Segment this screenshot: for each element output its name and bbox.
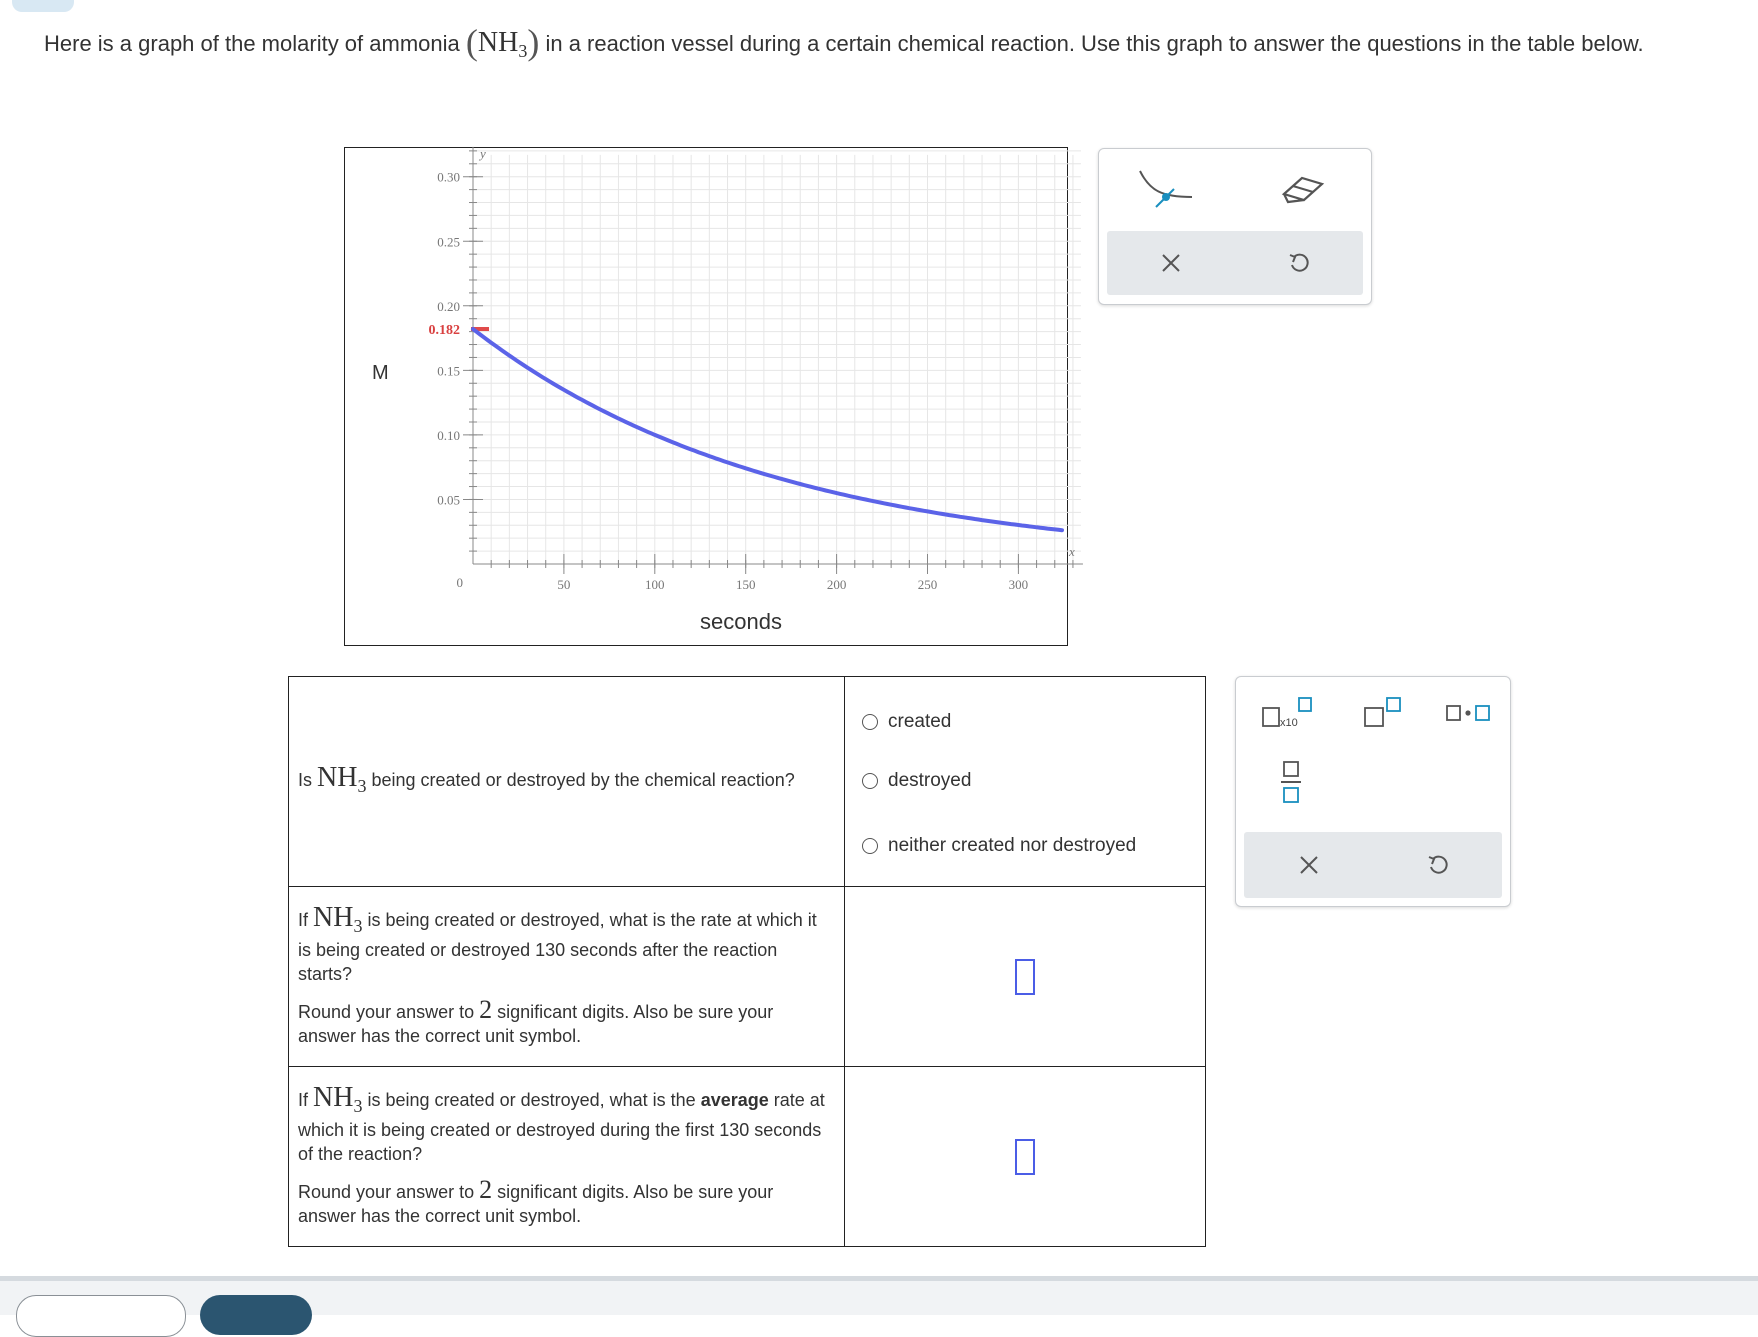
- fraction-icon[interactable]: [1269, 762, 1313, 802]
- ammonia-formula: $NH_3$: [477, 27, 528, 61]
- intro-text: Here is a graph of the molarity of ammonia $(NH_3)$ in a reaction vessel during a certain chemical reaction. Use this graph to answer the questions in the table below.: [44, 22, 1644, 62]
- superscript-icon[interactable]: [1361, 693, 1405, 733]
- option-neither[interactable]: neither created nor destroyed: [846, 826, 1204, 866]
- option-destroyed[interactable]: destroyed: [846, 761, 1204, 801]
- x-tick-label: 200: [826, 577, 847, 592]
- y-tick-label: 0.15: [437, 363, 460, 379]
- y-tick-label: 0.20: [437, 298, 460, 314]
- y-tick-label: 0.30: [437, 169, 460, 185]
- radio-created[interactable]: [862, 714, 878, 730]
- q2-answer-input[interactable]: [1015, 959, 1035, 995]
- origin-label: 0: [456, 575, 463, 590]
- series-line-nh3: [473, 329, 1062, 530]
- question-table: [288, 676, 1206, 1247]
- x-tick-label: 250: [917, 577, 938, 592]
- y-tick-label: 0.10: [437, 427, 460, 443]
- q1-cell: [289, 677, 845, 887]
- graph-area[interactable]: [344, 145, 1075, 646]
- y-tick-label: 0.25: [437, 234, 460, 250]
- radio-destroyed[interactable]: [862, 773, 878, 789]
- eraser-icon[interactable]: [1281, 169, 1325, 209]
- math-tool-panel: [1235, 676, 1511, 907]
- q3-answer-cell: [845, 1067, 1206, 1247]
- graph-tool-panel: [1098, 148, 1372, 305]
- q2-answer-cell: [845, 887, 1206, 1067]
- bottom-secondary-button[interactable]: [16, 1295, 186, 1337]
- close-icon[interactable]: [1149, 243, 1193, 283]
- top-tab[interactable]: [12, 0, 74, 12]
- x-variable-label: x: [1068, 544, 1075, 559]
- molarity-chart[interactable]: [345, 145, 1075, 645]
- highlight-label: 0.182: [428, 323, 460, 339]
- y-axis-label: M: [372, 362, 389, 384]
- q1-options: [845, 677, 1206, 887]
- q3-answer-input[interactable]: [1015, 1139, 1035, 1175]
- intro-text-after: in a reaction vessel during a certain chemical reaction. Use this graph to answer the questions in the table below.: [545, 31, 1644, 56]
- x-tick-label: 150: [735, 577, 756, 592]
- option-created[interactable]: created: [846, 702, 1204, 742]
- sci-notation-icon[interactable]: [1256, 693, 1320, 733]
- intro-text-before: Here is a graph of the molarity of ammonia: [44, 31, 460, 56]
- q3-cell: [289, 1067, 845, 1247]
- q2-cell: [289, 887, 845, 1067]
- multiply-dot-icon[interactable]: [1446, 693, 1490, 733]
- radio-neither[interactable]: [862, 838, 878, 854]
- x-tick-label: 50: [557, 577, 571, 592]
- y-tick-label: 0.05: [437, 492, 460, 508]
- x-tick-label: 300: [1008, 577, 1029, 592]
- bottom-primary-button[interactable]: [200, 1295, 312, 1335]
- undo-icon[interactable]: [1416, 845, 1460, 885]
- x-tick-label: 100: [645, 577, 665, 592]
- y-variable-label: y: [480, 145, 486, 161]
- x-axis-title: seconds: [700, 609, 782, 634]
- curve-tool-icon[interactable]: [1145, 169, 1189, 209]
- q3-text: If $NH_3$ is being created or destroyed, what is the average rate at which it is being created or destroyed during the first 130 seconds of the reaction? Round your answer to 2 significant digits. Also be sure your answer has the correct unit symbol.: [298, 1081, 825, 1226]
- svg-text:x10: x10: [1280, 717, 1299, 729]
- close-icon[interactable]: [1287, 845, 1331, 885]
- q1-text: Is $NH_3$ being created or destroyed by the chemical reaction?: [298, 761, 795, 796]
- q2-text: If $NH_3$ is being created or destroyed, what is the rate at which it is being created or destroyed 130 seconds after the reaction starts? Round your answer to 2 significant digits. Also be sure your answer has the correct unit symbol.: [298, 901, 817, 1046]
- undo-icon[interactable]: [1277, 243, 1321, 283]
